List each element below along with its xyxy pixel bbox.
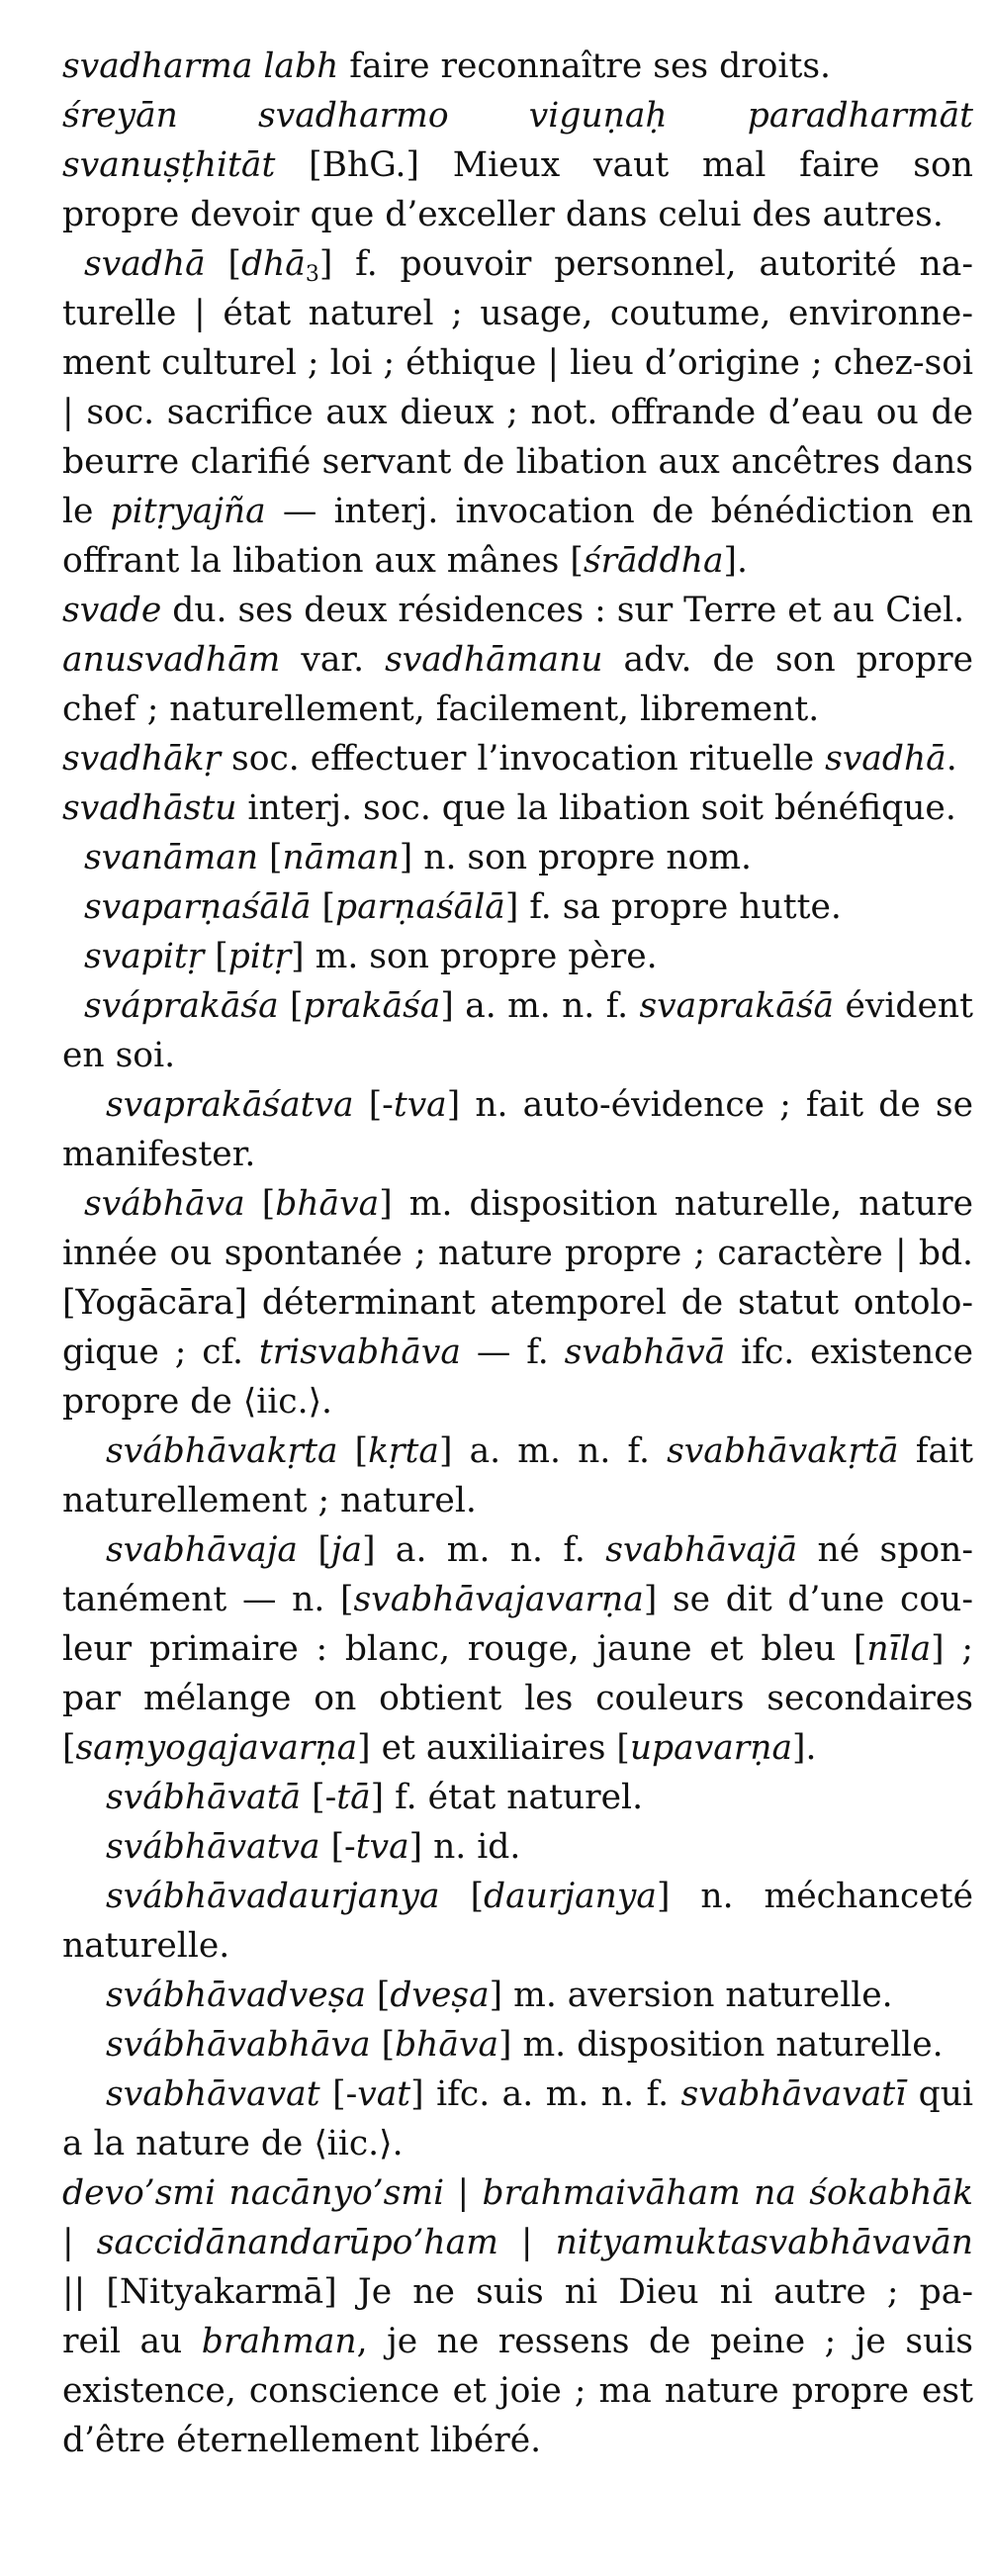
italic-term: svabhāvajavarṇa <box>353 1580 644 1619</box>
italic-term: svadhāmanu <box>385 640 603 680</box>
text-line <box>62 1723 973 1773</box>
dictionary-entry <box>62 981 973 1080</box>
dictionary-entry <box>62 882 973 932</box>
italic-term: nāman <box>282 838 400 877</box>
italic-term: saccidānandarūpo’ham <box>96 2223 498 2262</box>
text-line <box>62 783 973 833</box>
text-run: — f. <box>461 1333 565 1372</box>
text-line <box>62 1872 973 1921</box>
text-line <box>62 91 973 140</box>
text-run: leur primaire : blanc, rouge, jaune et bleu [ <box>62 1629 867 1669</box>
text-line <box>62 1773 973 1822</box>
text-line <box>62 2416 973 2465</box>
italic-term: devo’smi nacānyo’smi <box>62 2173 445 2213</box>
dictionary-entry <box>62 2168 973 2465</box>
italic-term: nityamuktasvabhāvavān <box>555 2223 973 2262</box>
text-line <box>62 1575 973 1624</box>
text-run: [ <box>62 1728 76 1768</box>
italic-term: svaprakāśā <box>639 986 835 1026</box>
italic-term: svabhāvavat <box>106 2074 320 2114</box>
italic-term: pitṛyajña <box>110 492 266 531</box>
text-run: ment culturel ; loi ; éthique | lieu d’origine ; chez-soi <box>62 343 973 383</box>
italic-term: dhā <box>240 244 306 284</box>
italic-term: svadhā <box>825 739 947 779</box>
dictionary-entry <box>62 783 973 833</box>
italic-term: svábhāvatā <box>106 1778 302 1817</box>
italic-term: svabhāvā <box>564 1333 726 1372</box>
text-run: [ <box>258 838 283 877</box>
italic-term: bhāva <box>395 2025 499 2065</box>
text-run: [ <box>337 1431 369 1471</box>
dictionary-entry <box>62 833 973 882</box>
text-run: né spon- <box>797 1530 973 1570</box>
text-line <box>62 42 973 91</box>
italic-term: svabhāvaja <box>106 1530 298 1570</box>
italic-term: svabhāvakṛtā <box>667 1431 899 1471</box>
italic-term: daurjanya <box>484 1877 657 1916</box>
italic-term: svaprakāśatva <box>106 1085 354 1125</box>
dictionary-entry <box>62 1080 973 1179</box>
text-run: [- <box>353 1085 394 1125</box>
text-run: [ <box>205 244 241 284</box>
text-run: || [Nityakarmā] Je ne suis ni Dieu ni autre ; pa- <box>62 2272 973 2312</box>
italic-term: svanāman <box>84 838 259 877</box>
text-run: [ <box>244 1184 276 1224</box>
text-run: le <box>62 492 111 531</box>
text-line <box>62 981 973 1031</box>
italic-term: svadhākṛ <box>62 739 222 779</box>
text-run: beurre clarifié servant de libation aux ancêtres dans <box>62 442 973 482</box>
text-run: en soi. <box>62 1036 176 1075</box>
text-line <box>62 586 973 635</box>
text-line <box>62 2168 973 2218</box>
text-line <box>62 2119 973 2168</box>
italic-term: upavarṇa <box>629 1728 793 1768</box>
text-line <box>62 437 973 487</box>
text-run: évident <box>834 986 974 1026</box>
dictionary-entry <box>62 1822 973 1872</box>
italic-term: svapitṛ <box>84 937 205 976</box>
text-line <box>62 685 973 734</box>
text-line <box>62 882 973 932</box>
text-run: ] ifc. a. m. n. f. <box>410 2074 681 2114</box>
text-run: naturelle. <box>62 1926 230 1966</box>
dictionary-entry <box>62 1773 973 1822</box>
text-run: offrant la libation aux mânes [ <box>62 541 584 581</box>
text-line <box>62 635 973 685</box>
text-run: ] n. auto-évidence ; fait de se <box>446 1085 973 1125</box>
text-line <box>62 2267 973 2317</box>
text-run: ] et auxiliaires [ <box>357 1728 630 1768</box>
text-run: tanément — n. [ <box>62 1580 354 1619</box>
text-run: ] n. méchanceté <box>656 1877 973 1916</box>
text-run: [ <box>311 887 336 927</box>
italic-term: saṃyogajavarṇa <box>75 1728 358 1768</box>
italic-term: prakāśa <box>303 986 441 1026</box>
text-run: | <box>444 2173 483 2213</box>
text-line <box>62 536 973 586</box>
text-line <box>62 1624 973 1674</box>
text-run: ] m. disposition naturelle, nature <box>379 1184 973 1224</box>
text-run: ] f. état naturel. <box>370 1778 644 1817</box>
dictionary-entry <box>62 734 973 783</box>
dictionary-entry <box>62 239 973 586</box>
italic-term: svabhāvajā <box>605 1530 798 1570</box>
text-run: d’être éternellement libéré. <box>62 2421 542 2460</box>
text-run: naturellement ; naturel. <box>62 1481 477 1520</box>
italic-term: svábhāva <box>84 1184 245 1224</box>
subscript: 3 <box>305 262 319 287</box>
dictionary-entry <box>62 1525 973 1773</box>
italic-term: svábhāvakṛta <box>106 1431 338 1471</box>
text-run: [Yogācāra] déterminant atemporel de statut ontolo- <box>62 1283 973 1323</box>
text-run: faire reconnaître ses droits. <box>338 46 832 86</box>
italic-term: svabhāvavatī <box>680 2074 907 2114</box>
dictionary-entry <box>62 1426 973 1525</box>
text-run: adv. de son propre <box>602 640 973 680</box>
text-line <box>62 1525 973 1575</box>
italic-term: svadhā <box>84 244 206 284</box>
text-line <box>62 1229 973 1278</box>
text-run: [ <box>365 1976 391 2015</box>
text-run: var. <box>280 640 386 680</box>
italic-term: svanuṣṭhitāt <box>62 145 276 185</box>
dictionary-entry <box>62 1872 973 1971</box>
text-run: [- <box>319 2074 358 2114</box>
text-line <box>62 1179 973 1229</box>
text-run: a la nature de ⟨iic.⟩. <box>62 2124 404 2163</box>
italic-term: svábhāvabhāva <box>106 2025 371 2065</box>
text-run: manifester. <box>62 1135 256 1174</box>
text-run: . <box>946 739 957 779</box>
text-line <box>62 239 973 289</box>
dictionary-entry <box>62 635 973 734</box>
italic-term: svadharma labh <box>62 46 339 86</box>
text-line <box>62 1328 973 1377</box>
text-run: ] m. aversion naturelle. <box>489 1976 893 2015</box>
italic-term: bhāva <box>275 1184 380 1224</box>
text-run: du. ses deux résidences : sur Terre et au Ciel. <box>161 591 965 630</box>
text-run: interj. soc. que la libation soit bénéfique. <box>236 788 956 828</box>
text-run: ]. <box>723 541 748 581</box>
italic-term: trisvabhāva <box>258 1333 461 1372</box>
text-run: | <box>497 2223 556 2262</box>
text-run: ] ; <box>931 1629 973 1669</box>
text-run: propre de ⟨iic.⟩. <box>62 1382 333 1422</box>
italic-term: svaparṇaśālā <box>84 887 312 927</box>
italic-term: svábhāvadveṣa <box>106 1976 366 2015</box>
text-run: , je ne ressens de peine ; je suis <box>356 2322 973 2361</box>
text-run: [ <box>297 1530 331 1570</box>
text-line <box>62 932 973 981</box>
text-run: reil au <box>62 2322 202 2361</box>
italic-term: ja <box>330 1530 363 1570</box>
italic-term: tā <box>336 1778 371 1817</box>
text-line <box>62 388 973 437</box>
text-run: ] m. disposition naturelle. <box>498 2025 944 2065</box>
dictionary-entry <box>62 1179 973 1426</box>
text-run: ] a. m. n. f. <box>438 1431 668 1471</box>
text-line <box>62 338 973 388</box>
dictionary-entry <box>62 2020 973 2070</box>
italic-term: tva <box>355 1827 409 1867</box>
text-run: innée ou spontanée ; nature propre ; caractère | bd. <box>62 1234 973 1273</box>
text-line <box>62 190 973 239</box>
italic-term: vat <box>357 2074 411 2114</box>
text-line <box>62 2366 973 2416</box>
italic-term: anusvadhām <box>62 640 281 680</box>
text-run: ] m. son propre père. <box>291 937 658 976</box>
text-line <box>62 487 973 536</box>
italic-term: parṇaśālā <box>335 887 505 927</box>
text-run: | <box>62 2223 97 2262</box>
text-line <box>62 1130 973 1179</box>
text-line <box>62 1278 973 1328</box>
italic-term: svadhāstu <box>62 788 237 828</box>
dictionary-entry <box>62 2070 973 2168</box>
text-run: par mélange on obtient les couleurs secondaires <box>62 1679 973 1718</box>
text-run: | soc. sacrifice aux dieux ; not. offrande d’eau ou de <box>62 393 973 432</box>
text-run: fait <box>898 1431 973 1471</box>
text-line <box>62 1426 973 1476</box>
italic-term: pitṛ <box>227 937 292 976</box>
text-run: [BhG.] Mieux vaut mal faire son <box>275 145 973 185</box>
dictionary-page <box>62 42 973 2465</box>
text-run: [ <box>204 937 228 976</box>
text-line <box>62 140 973 190</box>
text-run: qui <box>906 2074 973 2114</box>
text-line <box>62 1080 973 1130</box>
text-line <box>62 1921 973 1971</box>
text-run: soc. effectuer l’invocation rituelle <box>221 739 826 779</box>
italic-term: nīla <box>866 1629 932 1669</box>
text-run: propre devoir que d’exceller dans celui des autres. <box>62 195 944 234</box>
dictionary-entry <box>62 91 973 239</box>
text-run: — interj. invocation de bénédiction en <box>265 492 973 531</box>
italic-term: svade <box>62 591 162 630</box>
text-run: ]. <box>792 1728 817 1768</box>
text-line <box>62 2070 973 2119</box>
text-line <box>62 1476 973 1525</box>
italic-term: tva <box>393 1085 447 1125</box>
italic-term: sváprakāśa <box>84 986 279 1026</box>
text-line <box>62 734 973 783</box>
text-run: ] n. id. <box>408 1827 521 1867</box>
text-run: existence, conscience et joie ; ma nature propre est <box>62 2371 973 2411</box>
text-run: ] f. pouvoir personnel, autorité na- <box>318 244 973 284</box>
text-run: ] n. son propre nom. <box>399 838 753 877</box>
italic-term: kṛta <box>368 1431 439 1471</box>
text-line <box>62 1031 973 1080</box>
text-run: ] a. m. n. f. <box>362 1530 606 1570</box>
text-run: [- <box>301 1778 337 1817</box>
text-run: ] f. sa propre hutte. <box>504 887 842 927</box>
text-line <box>62 1971 973 2020</box>
text-line <box>62 833 973 882</box>
dictionary-entry <box>62 1971 973 2020</box>
italic-term: śreyān svadharmo viguṇaḥ paradharmāt <box>62 96 973 136</box>
dictionary-entry <box>62 586 973 635</box>
italic-term: brahman <box>201 2322 357 2361</box>
italic-term: svábhāvadaurjanya <box>106 1877 440 1916</box>
dictionary-entry <box>62 932 973 981</box>
text-run: [ <box>370 2025 396 2065</box>
text-line <box>62 289 973 338</box>
text-run: chef ; naturellement, facilement, librement. <box>62 690 820 729</box>
text-run: [ <box>439 1877 485 1916</box>
text-line <box>62 2218 973 2267</box>
italic-term: śrāddha <box>583 541 724 581</box>
text-line <box>62 1377 973 1426</box>
italic-term: brahmaivāham na śokabhāk <box>482 2173 973 2213</box>
text-line <box>62 2020 973 2070</box>
text-run: [- <box>319 1827 356 1867</box>
text-run: gique ; cf. <box>62 1333 259 1372</box>
italic-term: svábhāvatva <box>106 1827 320 1867</box>
text-run: ] se dit d’une cou- <box>643 1580 973 1619</box>
dictionary-entry <box>62 42 973 91</box>
italic-term: dveṣa <box>390 1976 490 2015</box>
text-run: ifc. existence <box>725 1333 973 1372</box>
text-run: turelle | état naturel ; usage, coutume, environne- <box>62 294 973 333</box>
text-line <box>62 2317 973 2366</box>
text-line <box>62 1674 973 1723</box>
text-run: ] a. m. n. f. <box>440 986 640 1026</box>
text-line <box>62 1822 973 1872</box>
text-run: [ <box>278 986 304 1026</box>
